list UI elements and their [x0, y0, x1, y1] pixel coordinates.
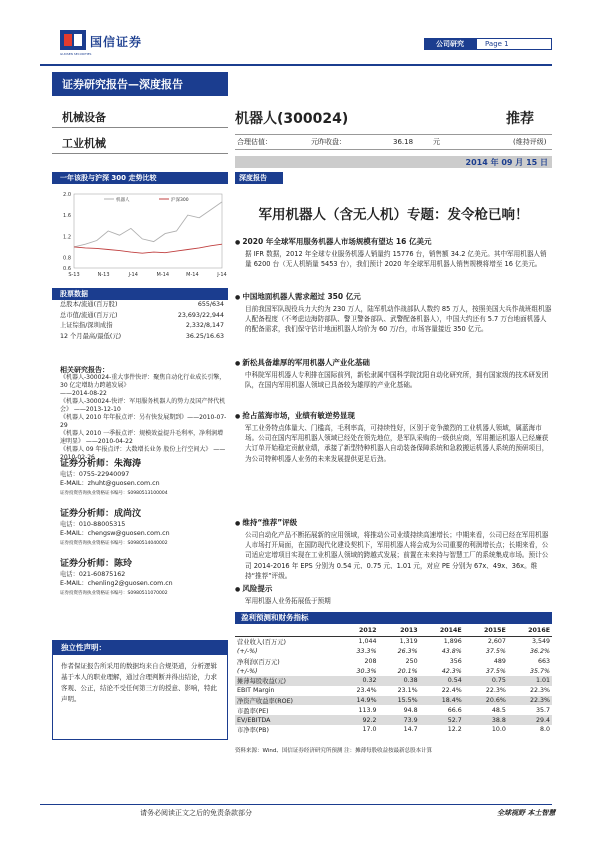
table-cell: 23.1% [397, 687, 418, 695]
x-tick-label: M-14 [186, 272, 199, 278]
bullet-body: 据 IFR 数据，2012 年全球专业服务机器人销量约 15776 台，销售额 34.2 亿美元。其中军用机器人销量 6200 台（无人机销量 5453 台），我们预计 2020 年全球军用机器人销售规模将增至 16 亿美元。 [245, 250, 547, 269]
table-cell: 37.5% [485, 647, 506, 655]
bullet-section [235, 517, 552, 581]
footer-divider [40, 804, 552, 805]
table-cell: 0.38 [379, 676, 420, 686]
table-cell: 250 [405, 657, 418, 665]
stock-data-title: 股票数据 [52, 288, 228, 300]
table-row [235, 676, 552, 686]
industry-primary: 机械设备 [52, 106, 228, 128]
table-cell: 22.3% [485, 687, 506, 695]
table-cell: 29.4 [508, 715, 552, 725]
table-cell: 摊薄每股收益(元) [235, 676, 338, 686]
table-cell: 66.6 [447, 706, 462, 714]
page-number: Page 1 [476, 38, 552, 50]
related-reports [60, 366, 228, 462]
y-tick-label: 1.2 [63, 234, 71, 241]
analyst-name: 证券分析师：成尚汶 [60, 509, 142, 519]
guosen-logo-icon [60, 30, 86, 50]
table-row [235, 666, 552, 676]
headline: 军用机器人（含无人机）专题：发令枪已响！ [258, 207, 529, 223]
stock-data-value: 23,693/22,944 [177, 311, 224, 319]
stock-data-value: 2,332/8,147 [185, 322, 224, 329]
legend-label: 沪深300 [171, 198, 189, 203]
table-cell: 14.9% [338, 696, 379, 706]
related-report-item[interactable]: 《机器人 2010 年年报点评：另有快发展期到》——2010-07-29 [60, 414, 227, 429]
bullet-heading: ● 风险提示 [235, 583, 552, 596]
stock-data-value: 36.25/16.63 [185, 332, 224, 340]
table-cell: 0.75 [464, 676, 508, 686]
table-header-cell: 2012 [338, 626, 379, 636]
logo-sub: GUOSEN SECURITIES [60, 52, 92, 56]
independence-title: 独立性声明： [53, 641, 227, 655]
bullet-heading: ● 2020 年全球军用服务机器人市场规模有望达 16 亿美元 [235, 236, 552, 249]
table-cell: 市盈率(PE) [237, 707, 269, 715]
stock-data-label: 12 个月最高/最低(元) [60, 332, 122, 340]
performance-chart [52, 186, 228, 282]
table-row [235, 715, 552, 725]
table-row [235, 696, 552, 706]
table-cell: 489 [493, 657, 506, 665]
related-report-item[interactable]: 《机器人 2010 一季报点评：规模效益提升毛利率，净利润增速明显》 ——2010-04-22 [60, 430, 224, 445]
related-report-item[interactable]: 《机器人-300024-重大事件快评：聚焦自动化行业成长引擎，30 亿定增助力跨越发展》 [60, 374, 226, 389]
price-line [235, 134, 552, 150]
table-cell: 20.1% [397, 667, 418, 675]
related-report-item[interactable]: ——2014-08-22 [60, 390, 107, 397]
bullet-heading: ● 维持“推荐”评级 [235, 517, 552, 530]
analyst-name: 证券分析师：朱海涛 [60, 459, 142, 469]
table-cell: 35.7% [529, 667, 550, 675]
table-cell: 23.4% [356, 687, 377, 695]
table-cell: 52.7 [420, 715, 464, 725]
x-tick-label: N-13 [97, 272, 110, 278]
x-tick-label: M-14 [156, 272, 170, 278]
depth-report-tag: 深度报告 [235, 172, 283, 184]
table-cell: 市净率(PB) [237, 727, 269, 735]
prev-close-label: 元昨收盘： [311, 138, 346, 146]
table-cell: 42.3% [441, 667, 462, 675]
table-cell: 1.01 [508, 676, 552, 686]
bullet-body: 中科院军用机器人专利排在国际前列，新松隶属中国科学院沈阳自动化研究所，拥有国家级的技术研发团队，在国内军用机器人领域已具备较为雄厚的产业化基础。 [245, 371, 549, 390]
bullet-section [235, 357, 552, 390]
report-date: 2014 年 09 月 15 日 [465, 158, 548, 167]
bullet-body: 军工业务特点体量大、门槛高，毛利率高，可持续性好，区别于竞争激烈的工业机器人领域，属蓝海市场。公司在国内军用机器人领域已经处在领先地位，是军队采购的一级供应商，军用搬运机器人已经廉获大订单开始稳定贡献业绩，承接了新型特种机器人自动装备保障系统和急救搬运机器人系统的预研项目，为公司特种机器人业务的未来发展提供更足后劲。 [245, 424, 549, 463]
table-header-cell: 2015E [464, 626, 508, 636]
analyst-email[interactable]: E-MAIL：chengsw@guosen.com.cn [60, 530, 170, 537]
table-cell: 48.5 [491, 706, 506, 714]
performance-title: 一年该股与沪深 300 走势比较 [52, 172, 228, 184]
x-tick-label: S-13 [68, 272, 80, 278]
table-header-cell [235, 626, 338, 636]
table-cell: 1,044 [358, 638, 377, 646]
table-cell: 18.4% [420, 696, 464, 706]
table-cell: (+/-%) [237, 667, 258, 675]
rating-change: (维持评级) [513, 138, 547, 146]
report-type-bar: 证券研究报告—深度报告 [52, 72, 228, 96]
table-cell: (+/-%) [237, 647, 258, 655]
table-cell: 94.8 [403, 706, 418, 714]
table-row [235, 686, 552, 696]
financial-table-title: 盈利预测和财务指标 [235, 612, 552, 624]
stock-title: 机器人(300024) [235, 111, 349, 127]
table-cell: 12.2 [447, 726, 462, 734]
analyst-cert: 证券投资咨询执业资格证书编号：S0980513100004 [60, 490, 168, 496]
related-report-item[interactable]: 《机器人 09 年报点评：大数增长业务 股份上行空间大》 ——2010-02-26 [60, 446, 226, 461]
price-value: 36.18 [393, 138, 414, 146]
table-cell: 92.2 [338, 715, 379, 725]
stock-data-label: 上证综指/深圳成指 [60, 322, 113, 329]
independence-text: 作者保证报告所采用的数据均来自合规渠道，分析逻辑基于本人的职业理解，通过合理判断并得出结论，力求客观、公正，结论不受任何第三方的授意、影响，特此声明。 [61, 662, 217, 703]
bullet-section [235, 291, 552, 335]
stock-data-row [52, 311, 228, 322]
bullet-section [235, 236, 552, 269]
table-cell: 净资产收益率(ROE) [235, 696, 338, 706]
table-header-cell: 2013 [379, 626, 420, 636]
bullet-section [235, 583, 552, 606]
table-cell: 净利润(百万元) [237, 658, 280, 666]
table-cell: 10.0 [491, 726, 506, 734]
table-cell: 0.54 [420, 676, 464, 686]
table-row [235, 725, 552, 735]
table-cell: 30.3% [356, 667, 377, 675]
logo-text: 国信证券 [90, 35, 143, 49]
header-divider [40, 64, 552, 66]
table-cell: 37.5% [485, 667, 506, 675]
disclaimer-note: 请务必阅读正文之后的免责条款部分 [140, 809, 252, 817]
table-cell: 33.3% [356, 647, 377, 655]
bullet-heading: ● 新松具备雄厚的军用机器人产业化基础 [235, 357, 552, 370]
y-tick-label: 2.0 [63, 192, 71, 198]
table-cell: 663 [537, 657, 550, 665]
analyst-cert: 证券投资咨询执业资格证书编号：S0980511070002 [60, 590, 168, 596]
table-cell: 8.0 [539, 726, 550, 734]
table-cell: EBIT Margin [237, 687, 275, 695]
table-cell: 0.32 [338, 676, 379, 686]
x-tick-label: J-14 [128, 272, 138, 278]
analyst-tel: 电话：0755-22940097 [60, 470, 130, 478]
table-cell: 17.0 [362, 726, 377, 734]
table-cell: 208 [364, 657, 377, 665]
analyst-email[interactable]: E-MAIL：zhuht@guosen.com.cn [60, 480, 160, 487]
table-cell: 356 [449, 657, 462, 665]
stock-data-row [52, 321, 228, 332]
table-row [235, 656, 552, 666]
table-header-cell: 2014E [420, 626, 464, 636]
company-research-tag: 公司研究 [424, 38, 476, 50]
analyst-tel: 电话：021-60875162 [60, 570, 126, 578]
bullet-heading: ● 中国地面机器人需求超过 350 亿元 [235, 291, 552, 304]
bullet-body: 公司自动化产品不断拓展新的应用领域，将推动公司业绩持续高速增长；中期来看，公司已经在军用机器人市场打开局面，在国防现代化建设契机下，军用机器人将会成为公司重要的利润增长点；长期来看，公司适应定增项目实现在工业机器人领域的跨越式发展；前置在未来持与智慧工厂的系统集成市场。预计公司 2014-2016 年 EPS 分别为 0.54 元、0.75 元、1.01 元，对应 PE 分别为 67x、49x、36x。维持“推荐”评级。 [245, 531, 549, 580]
table-source: 资料来源：Wind、国信证券经济研究所预测 注：摊薄每股收益按最新总股本计算 [235, 748, 433, 754]
stock-data-row [52, 300, 228, 311]
analyst-name: 证券分析师：陈玲 [60, 559, 133, 569]
bullet-body: 目前我国军队现役兵力大约为 230 万人，陆军机动作战部队人数约 85 万人，按照美国大兵作战班组机器人配备程度（不考虑边海防部队、警卫警备部队、武警配备机器人），中国大约还有 5.7 万台地面机器人的配备需求，我们保守估计地面机器人均价为 60 万/台，市场容量接近 350 亿元。 [245, 305, 552, 334]
industry-secondary: 工业机械 [52, 132, 228, 154]
series-line [74, 202, 222, 247]
table-header-cell: 2016E [508, 626, 552, 636]
stock-data-label: 总市值/流通(百万元) [60, 311, 118, 319]
bullet-heading: ● 抢占蓝海市场，业绩有敏逆势显现 [235, 410, 552, 423]
analyst-3 [60, 560, 228, 598]
related-report-item[interactable]: 《机器人-300024-快评：军用服务机器人的势力及国产替代机会》 ——2013-12-10 [60, 398, 226, 413]
date-bar [235, 156, 552, 168]
table-cell: 26.3% [397, 647, 418, 655]
table-cell: 1,319 [399, 638, 418, 646]
table-cell: 38.8 [464, 715, 508, 725]
table-cell: 22.3% [508, 696, 552, 706]
table-cell: 2,607 [487, 638, 506, 646]
stock-data-value: 655/634 [197, 301, 224, 308]
table-cell: EV/EBITDA [235, 715, 338, 725]
analyst-1 [60, 460, 228, 498]
valuation-label: 合理估值： [237, 138, 272, 146]
table-cell: 1,896 [443, 638, 462, 646]
analyst-tel: 电话：010-88005315 [60, 520, 126, 528]
rating: 推荐 [506, 111, 534, 127]
x-tick-label: J-14 [217, 272, 227, 278]
table-cell: 22.4% [441, 687, 462, 695]
related-title: 相关研究报告： [60, 366, 109, 374]
bullet-section [235, 410, 552, 464]
table-cell: 15.5% [379, 696, 420, 706]
table-header-row [235, 626, 552, 636]
table-cell: 35.7 [535, 706, 550, 714]
table-row [235, 705, 552, 715]
footer-slogan: 全球视野 本土智慧 [497, 809, 556, 817]
table-row [235, 636, 552, 646]
table-cell: 73.9 [379, 715, 420, 725]
stock-data-label: 总股本/流通(百万股) [60, 301, 118, 308]
series-line [74, 244, 222, 253]
table-row [235, 647, 552, 657]
legend-label: 机器人 [116, 198, 130, 203]
table-cell: 36.2% [529, 647, 550, 655]
table-cell: 20.6% [464, 696, 508, 706]
table-cell: 43.8% [441, 647, 462, 655]
analyst-cert: 证券投资咨询执业资格证书编号：S0980514040002 [60, 540, 168, 546]
table-cell: 113.9 [358, 706, 377, 714]
y-tick-label: 1.6 [63, 213, 71, 220]
financial-table [235, 626, 552, 735]
analyst-2 [60, 510, 228, 548]
y-tick-label: 0.6 [63, 266, 71, 272]
stock-data-row [52, 332, 228, 343]
analyst-email[interactable]: E-MAIL：chenling2@guosen.com.cn [60, 580, 173, 587]
table-cell: 14.7 [403, 726, 418, 734]
top-tag-bar [424, 38, 552, 50]
table-cell: 3,549 [531, 638, 550, 646]
price-unit: 元 [433, 138, 440, 146]
bullet-body: 军用机器人业务拓展低于预期 [245, 597, 331, 605]
independence-statement [52, 640, 228, 740]
table-cell: 营业收入(百万元) [237, 639, 286, 647]
table-cell: 22.3% [529, 687, 550, 695]
plot-area [74, 194, 222, 268]
stock-data-table [52, 300, 228, 342]
y-tick-label: 0.8 [63, 255, 71, 262]
